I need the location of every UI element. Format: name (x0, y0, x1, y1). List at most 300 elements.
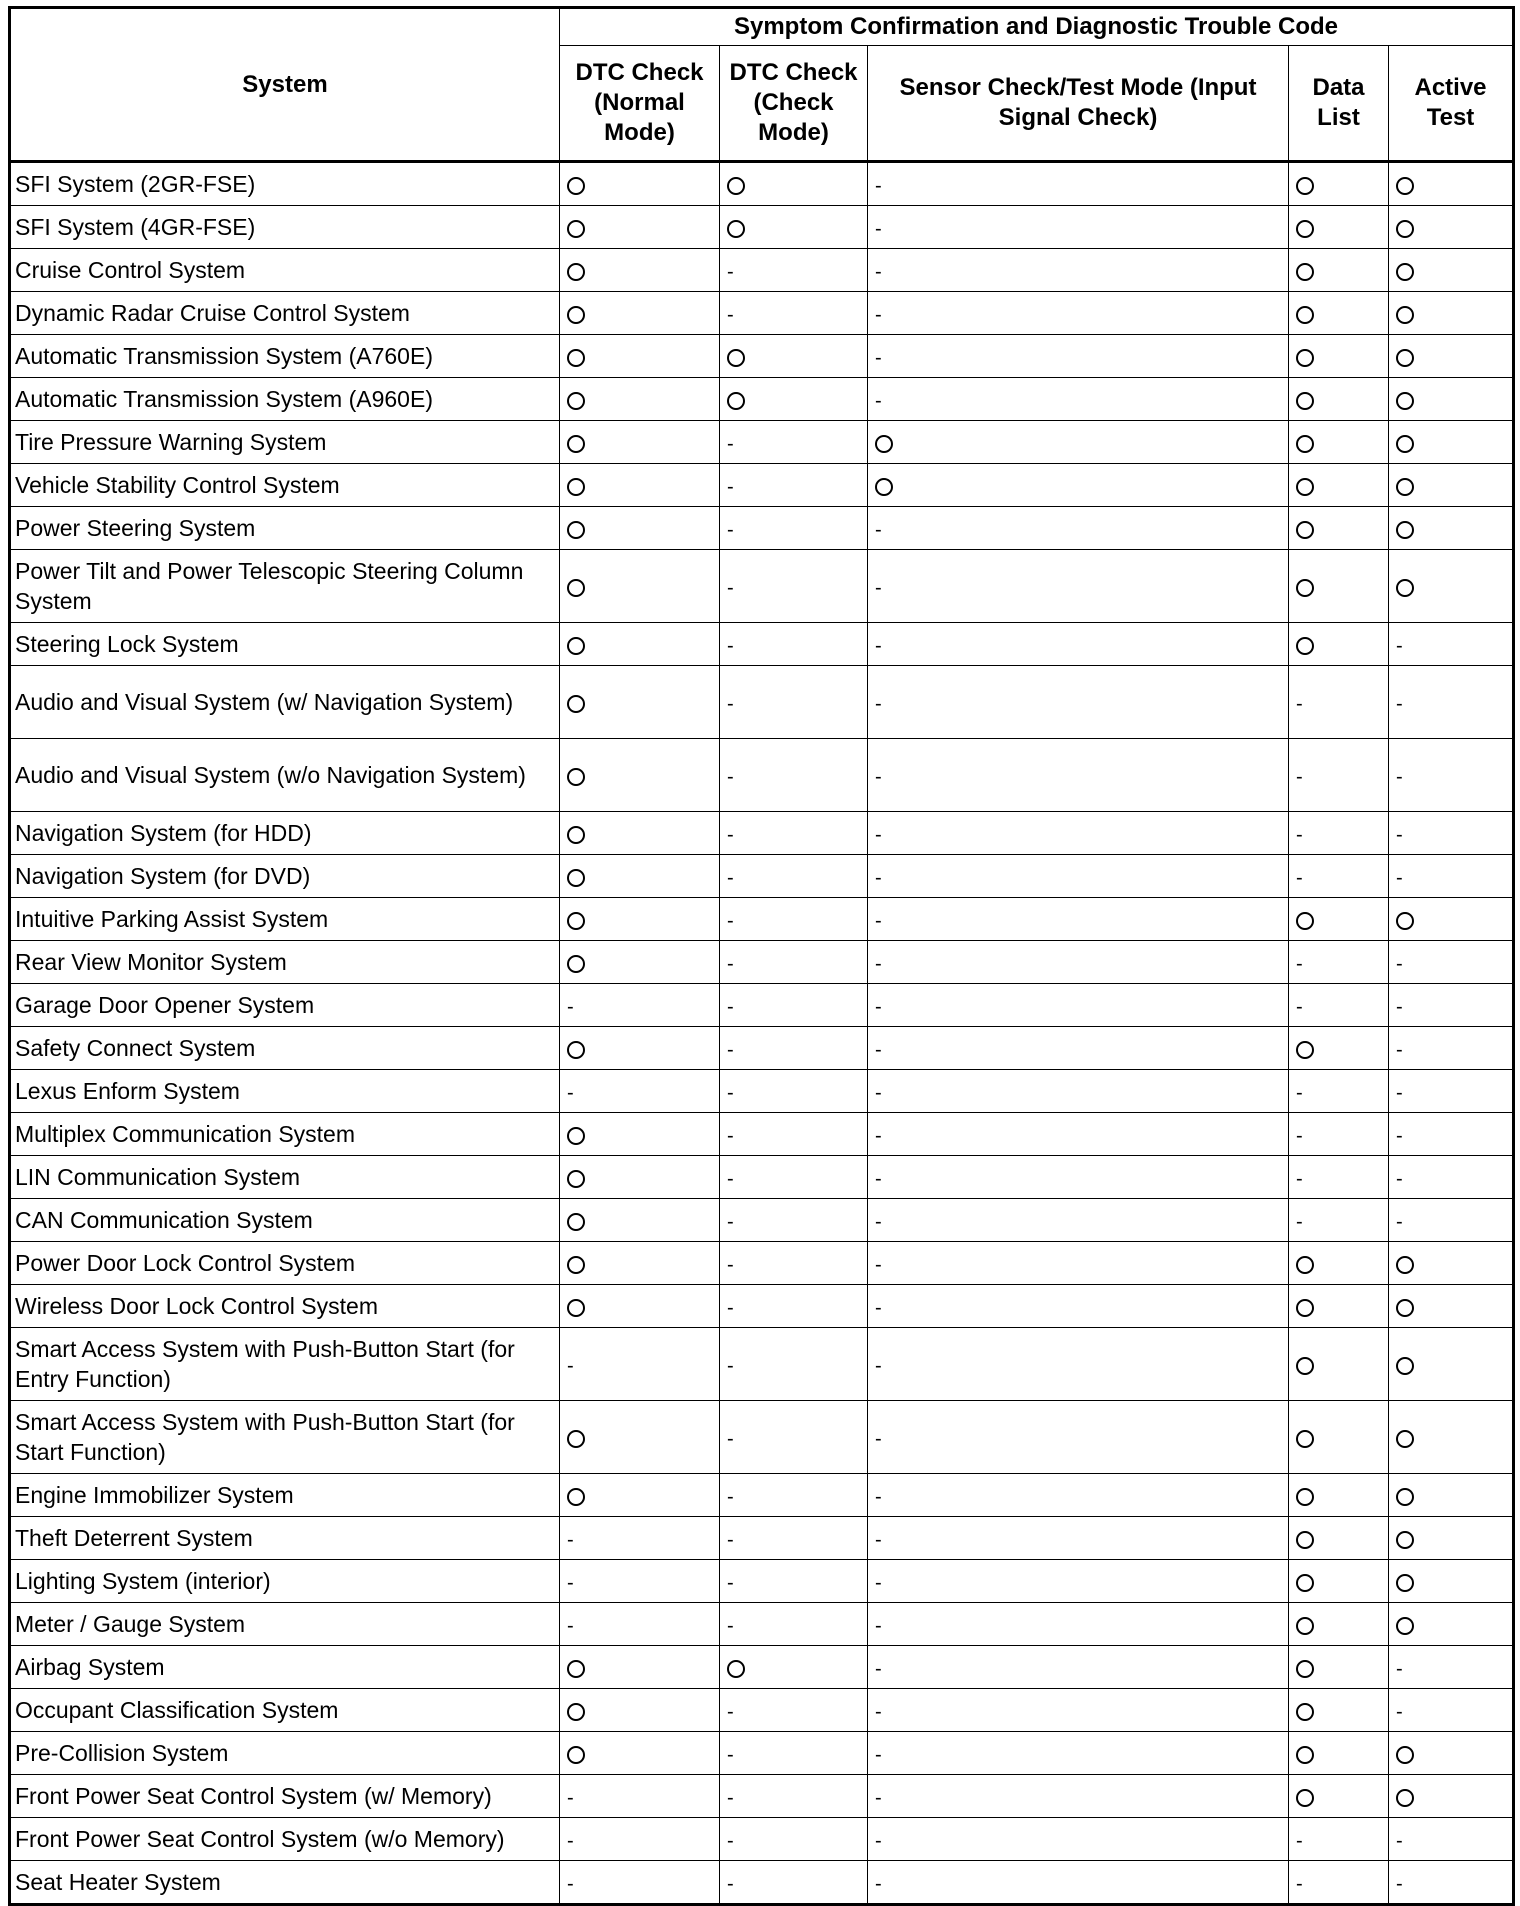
not-applicable-dash: - (875, 1355, 882, 1377)
system-name: Theft Deterrent System (10, 1517, 560, 1560)
supported-circle-icon (1296, 1703, 1314, 1721)
system-name: Automatic Transmission System (A760E) (10, 335, 560, 378)
supported-circle-icon (1296, 1430, 1314, 1448)
supported-circle-icon (1296, 1617, 1314, 1635)
mark-cell (720, 249, 868, 292)
mark-cell (1289, 1560, 1389, 1603)
header-data-list: Data List (1289, 46, 1389, 162)
supported-circle-icon (1396, 220, 1414, 238)
system-name: Front Power Seat Control System (w/ Memory) (10, 1775, 560, 1818)
mark-cell (1289, 507, 1389, 550)
supported-circle-icon (1296, 392, 1314, 410)
mark-cell (560, 1560, 720, 1603)
table-row (10, 898, 1514, 941)
mark-cell (560, 1328, 720, 1401)
not-applicable-dash: - (1296, 867, 1303, 889)
mark-cell (1289, 249, 1389, 292)
supported-circle-icon (567, 478, 585, 496)
table-row (10, 812, 1514, 855)
mark-cell (720, 464, 868, 507)
mark-cell (720, 1027, 868, 1070)
not-applicable-dash: - (727, 1428, 734, 1450)
mark-cell (868, 1560, 1289, 1603)
supported-circle-icon (567, 1660, 585, 1678)
mark-cell (720, 335, 868, 378)
mark-cell (1389, 1285, 1514, 1328)
not-applicable-dash: - (875, 1658, 882, 1680)
supported-circle-icon (1396, 1488, 1414, 1506)
mark-cell (560, 1401, 720, 1474)
supported-circle-icon (567, 869, 585, 887)
not-applicable-dash: - (875, 635, 882, 657)
supported-circle-icon (875, 478, 893, 496)
mark-cell (1389, 1242, 1514, 1285)
not-applicable-dash: - (727, 766, 734, 788)
not-applicable-dash: - (727, 1787, 734, 1809)
not-applicable-dash: - (567, 1082, 574, 1104)
mark-cell (868, 1775, 1289, 1818)
supported-circle-icon (1296, 521, 1314, 539)
supported-circle-icon (1296, 177, 1314, 195)
mark-cell (1389, 162, 1514, 206)
mark-cell (560, 941, 720, 984)
not-applicable-dash: - (727, 1701, 734, 1723)
mark-cell (1389, 898, 1514, 941)
mark-cell (1289, 1156, 1389, 1199)
supported-circle-icon (1396, 1531, 1414, 1549)
supported-circle-icon (1396, 1617, 1414, 1635)
mark-cell (868, 1603, 1289, 1646)
supported-circle-icon (1396, 435, 1414, 453)
mark-cell (868, 507, 1289, 550)
mark-cell (868, 550, 1289, 623)
supported-circle-icon (567, 306, 585, 324)
mark-cell (868, 855, 1289, 898)
not-applicable-dash: - (1396, 996, 1403, 1018)
mark-cell (1289, 1027, 1389, 1070)
supported-circle-icon (567, 579, 585, 597)
mark-cell (868, 941, 1289, 984)
supported-circle-icon (1396, 1746, 1414, 1764)
table-row (10, 1603, 1514, 1646)
not-applicable-dash: - (875, 577, 882, 599)
system-name: Steering Lock System (10, 623, 560, 666)
table-row (10, 984, 1514, 1027)
not-applicable-dash: - (727, 1297, 734, 1319)
mark-cell (1389, 464, 1514, 507)
mark-cell (1389, 1818, 1514, 1861)
mark-cell (1389, 1199, 1514, 1242)
mark-cell (560, 162, 720, 206)
supported-circle-icon (567, 1213, 585, 1231)
table-row (10, 1646, 1514, 1689)
supported-circle-icon (1396, 1256, 1414, 1274)
not-applicable-dash: - (567, 1355, 574, 1377)
mark-cell (560, 421, 720, 464)
not-applicable-dash: - (875, 1572, 882, 1594)
mark-cell (1289, 1070, 1389, 1113)
mark-cell (1389, 739, 1514, 812)
mark-cell (868, 1818, 1289, 1861)
supported-circle-icon (567, 392, 585, 410)
mark-cell (868, 1861, 1289, 1905)
mark-cell (868, 1474, 1289, 1517)
mark-cell (560, 1242, 720, 1285)
mark-cell (1389, 249, 1514, 292)
supported-circle-icon (1296, 1789, 1314, 1807)
not-applicable-dash: - (727, 1082, 734, 1104)
mark-cell (720, 1818, 868, 1861)
mark-cell (720, 1401, 868, 1474)
supported-circle-icon (567, 1703, 585, 1721)
mark-cell (720, 1732, 868, 1775)
mark-cell (868, 1732, 1289, 1775)
table-row (10, 1070, 1514, 1113)
mark-cell (560, 1517, 720, 1560)
supported-circle-icon (1296, 349, 1314, 367)
mark-cell (720, 421, 868, 464)
mark-cell (1289, 1199, 1389, 1242)
not-applicable-dash: - (875, 1168, 882, 1190)
mark-cell (1289, 1861, 1389, 1905)
supported-circle-icon (1296, 263, 1314, 281)
supported-circle-icon (567, 912, 585, 930)
not-applicable-dash: - (727, 1529, 734, 1551)
mark-cell (1289, 1646, 1389, 1689)
supported-circle-icon (1296, 1531, 1314, 1549)
supported-circle-icon (567, 768, 585, 786)
not-applicable-dash: - (727, 824, 734, 846)
system-name: Intuitive Parking Assist System (10, 898, 560, 941)
mark-cell (560, 464, 720, 507)
not-applicable-dash: - (875, 1830, 882, 1852)
not-applicable-dash: - (875, 1297, 882, 1319)
mark-cell (720, 507, 868, 550)
not-applicable-dash: - (727, 1572, 734, 1594)
table-row (10, 1818, 1514, 1861)
supported-circle-icon (1296, 1357, 1314, 1375)
mark-cell (560, 1113, 720, 1156)
mark-cell (560, 1070, 720, 1113)
not-applicable-dash: - (727, 996, 734, 1018)
system-name: Occupant Classification System (10, 1689, 560, 1732)
supported-circle-icon (1296, 579, 1314, 597)
not-applicable-dash: - (567, 1529, 574, 1551)
table-row (10, 1689, 1514, 1732)
mark-cell (1289, 206, 1389, 249)
mark-cell (1389, 941, 1514, 984)
not-applicable-dash: - (727, 577, 734, 599)
supported-circle-icon (1396, 263, 1414, 281)
supported-circle-icon (1396, 579, 1414, 597)
supported-circle-icon (1296, 1746, 1314, 1764)
not-applicable-dash: - (875, 390, 882, 412)
mark-cell (1289, 378, 1389, 421)
supported-circle-icon (727, 349, 745, 367)
mark-cell (720, 550, 868, 623)
mark-cell (868, 464, 1289, 507)
mark-cell (720, 812, 868, 855)
table-row (10, 206, 1514, 249)
mark-cell (868, 1689, 1289, 1732)
supported-circle-icon (1296, 912, 1314, 930)
not-applicable-dash: - (727, 1355, 734, 1377)
mark-cell (1389, 1474, 1514, 1517)
not-applicable-dash: - (727, 304, 734, 326)
not-applicable-dash: - (875, 1615, 882, 1637)
mark-cell (1289, 421, 1389, 464)
mark-cell (868, 1401, 1289, 1474)
supported-circle-icon (1396, 1357, 1414, 1375)
not-applicable-dash: - (875, 693, 882, 715)
mark-cell (720, 666, 868, 739)
not-applicable-dash: - (875, 261, 882, 283)
table-row (10, 855, 1514, 898)
table-row (10, 739, 1514, 812)
supported-circle-icon (567, 1170, 585, 1188)
mark-cell (1289, 666, 1389, 739)
mark-cell (1289, 1775, 1389, 1818)
mark-cell (1389, 1560, 1514, 1603)
mark-cell (720, 1199, 868, 1242)
not-applicable-dash: - (875, 1744, 882, 1766)
mark-cell (868, 292, 1289, 335)
table-row (10, 550, 1514, 623)
mark-cell (720, 941, 868, 984)
header-system: System (10, 8, 560, 162)
system-name: CAN Communication System (10, 1199, 560, 1242)
mark-cell (720, 1474, 868, 1517)
not-applicable-dash: - (1296, 996, 1303, 1018)
mark-cell (1389, 206, 1514, 249)
system-name: Tire Pressure Warning System (10, 421, 560, 464)
table-row (10, 249, 1514, 292)
mark-cell (720, 739, 868, 812)
mark-cell (1389, 812, 1514, 855)
mark-cell (1289, 1242, 1389, 1285)
supported-circle-icon (567, 220, 585, 238)
mark-cell (1289, 1113, 1389, 1156)
supported-circle-icon (567, 1299, 585, 1317)
not-applicable-dash: - (567, 996, 574, 1018)
not-applicable-dash: - (727, 1168, 734, 1190)
mark-cell (560, 1156, 720, 1199)
system-name: SFI System (2GR-FSE) (10, 162, 560, 206)
supported-circle-icon (567, 1488, 585, 1506)
mark-cell (1289, 984, 1389, 1027)
supported-circle-icon (1396, 912, 1414, 930)
supported-circle-icon (1396, 306, 1414, 324)
mark-cell (868, 1199, 1289, 1242)
system-name: Multiplex Communication System (10, 1113, 560, 1156)
mark-cell (868, 984, 1289, 1027)
mark-cell (1289, 623, 1389, 666)
system-name: Cruise Control System (10, 249, 560, 292)
not-applicable-dash: - (1296, 766, 1303, 788)
supported-circle-icon (1296, 478, 1314, 496)
mark-cell (720, 855, 868, 898)
system-name: Vehicle Stability Control System (10, 464, 560, 507)
mark-cell (720, 206, 868, 249)
mark-cell (1289, 855, 1389, 898)
not-applicable-dash: - (1396, 1873, 1403, 1895)
mark-cell (560, 623, 720, 666)
not-applicable-dash: - (1396, 1125, 1403, 1147)
not-applicable-dash: - (1396, 693, 1403, 715)
not-applicable-dash: - (1396, 635, 1403, 657)
mark-cell (868, 1113, 1289, 1156)
mark-cell (868, 1027, 1289, 1070)
system-name: Seat Heater System (10, 1861, 560, 1905)
supported-circle-icon (1396, 1574, 1414, 1592)
system-name: Power Door Lock Control System (10, 1242, 560, 1285)
not-applicable-dash: - (727, 519, 734, 541)
system-name: Rear View Monitor System (10, 941, 560, 984)
table-row (10, 292, 1514, 335)
mark-cell (720, 1560, 868, 1603)
not-applicable-dash: - (727, 1615, 734, 1637)
mark-cell (1389, 378, 1514, 421)
mark-cell (868, 378, 1289, 421)
not-applicable-dash: - (875, 1529, 882, 1551)
not-applicable-dash: - (875, 910, 882, 932)
not-applicable-dash: - (727, 910, 734, 932)
mark-cell (1289, 1474, 1389, 1517)
mark-cell (720, 984, 868, 1027)
mark-cell (720, 378, 868, 421)
system-name: Smart Access System with Push-Button Start (for Entry Function) (10, 1328, 560, 1401)
not-applicable-dash: - (875, 1082, 882, 1104)
mark-cell (1389, 623, 1514, 666)
supported-circle-icon (1296, 1256, 1314, 1274)
not-applicable-dash: - (1396, 1830, 1403, 1852)
mark-cell (560, 1861, 720, 1905)
header-sensor-check: Sensor Check/Test Mode (Input Signal Check) (868, 46, 1289, 162)
mark-cell (1289, 1603, 1389, 1646)
mark-cell (868, 335, 1289, 378)
system-name: Front Power Seat Control System (w/o Memory) (10, 1818, 560, 1861)
mark-cell (720, 292, 868, 335)
supported-circle-icon (727, 220, 745, 238)
not-applicable-dash: - (1396, 1658, 1403, 1680)
not-applicable-dash: - (567, 1615, 574, 1637)
not-applicable-dash: - (1396, 867, 1403, 889)
not-applicable-dash: - (567, 1572, 574, 1594)
mark-cell (1289, 292, 1389, 335)
mark-cell (720, 1861, 868, 1905)
mark-cell (1289, 1401, 1389, 1474)
mark-cell (1389, 1156, 1514, 1199)
supported-circle-icon (567, 637, 585, 655)
mark-cell (720, 623, 868, 666)
not-applicable-dash: - (875, 1486, 882, 1508)
not-applicable-dash: - (727, 476, 734, 498)
supported-circle-icon (1296, 1041, 1314, 1059)
supported-circle-icon (567, 263, 585, 281)
mark-cell (560, 249, 720, 292)
table-row (10, 1113, 1514, 1156)
mark-cell (1389, 1861, 1514, 1905)
mark-cell (560, 1474, 720, 1517)
mark-cell (720, 1517, 868, 1560)
mark-cell (560, 1603, 720, 1646)
not-applicable-dash: - (875, 1787, 882, 1809)
not-applicable-dash: - (727, 1744, 734, 1766)
mark-cell (1389, 1689, 1514, 1732)
mark-cell (560, 378, 720, 421)
mark-cell (720, 162, 868, 206)
mark-cell (1289, 941, 1389, 984)
mark-cell (1289, 1818, 1389, 1861)
mark-cell (720, 1689, 868, 1732)
mark-cell (1289, 1517, 1389, 1560)
table-row (10, 1474, 1514, 1517)
supported-circle-icon (1296, 435, 1314, 453)
mark-cell (1389, 666, 1514, 739)
not-applicable-dash: - (727, 1211, 734, 1233)
mark-cell (720, 1285, 868, 1328)
mark-cell (1389, 984, 1514, 1027)
header-dtc-normal: DTC Check (Normal Mode) (560, 46, 720, 162)
supported-circle-icon (1296, 637, 1314, 655)
mark-cell (720, 1156, 868, 1199)
not-applicable-dash: - (1396, 1168, 1403, 1190)
system-name: Navigation System (for DVD) (10, 855, 560, 898)
table-row (10, 162, 1514, 206)
system-name: Safety Connect System (10, 1027, 560, 1070)
mark-cell (560, 1027, 720, 1070)
mark-cell (560, 1689, 720, 1732)
not-applicable-dash: - (1296, 953, 1303, 975)
mark-cell (868, 1328, 1289, 1401)
mark-cell (1389, 1603, 1514, 1646)
mark-cell (1289, 162, 1389, 206)
not-applicable-dash: - (567, 1787, 574, 1809)
mark-cell (560, 1285, 720, 1328)
not-applicable-dash: - (727, 1830, 734, 1852)
system-name: Meter / Gauge System (10, 1603, 560, 1646)
supported-circle-icon (1396, 392, 1414, 410)
supported-circle-icon (1396, 1789, 1414, 1807)
mark-cell (560, 1818, 720, 1861)
header-active-test: Active Test (1389, 46, 1514, 162)
not-applicable-dash: - (727, 261, 734, 283)
table-row (10, 941, 1514, 984)
mark-cell (1389, 1328, 1514, 1401)
supported-circle-icon (1296, 1660, 1314, 1678)
system-name: Lexus Enform System (10, 1070, 560, 1113)
table-row (10, 1401, 1514, 1474)
system-name: Garage Door Opener System (10, 984, 560, 1027)
not-applicable-dash: - (875, 1211, 882, 1233)
mark-cell (1389, 1113, 1514, 1156)
supported-circle-icon (1396, 349, 1414, 367)
not-applicable-dash: - (1296, 1830, 1303, 1852)
mark-cell (1289, 1328, 1389, 1401)
not-applicable-dash: - (875, 1254, 882, 1276)
table-row (10, 1156, 1514, 1199)
system-name: Dynamic Radar Cruise Control System (10, 292, 560, 335)
table-row (10, 666, 1514, 739)
mark-cell (1289, 812, 1389, 855)
not-applicable-dash: - (727, 1125, 734, 1147)
not-applicable-dash: - (727, 635, 734, 657)
mark-cell (720, 1603, 868, 1646)
table-row (10, 1560, 1514, 1603)
header-group: Symptom Confirmation and Diagnostic Trouble Code (560, 8, 1514, 46)
supported-circle-icon (567, 521, 585, 539)
mark-cell (868, 162, 1289, 206)
